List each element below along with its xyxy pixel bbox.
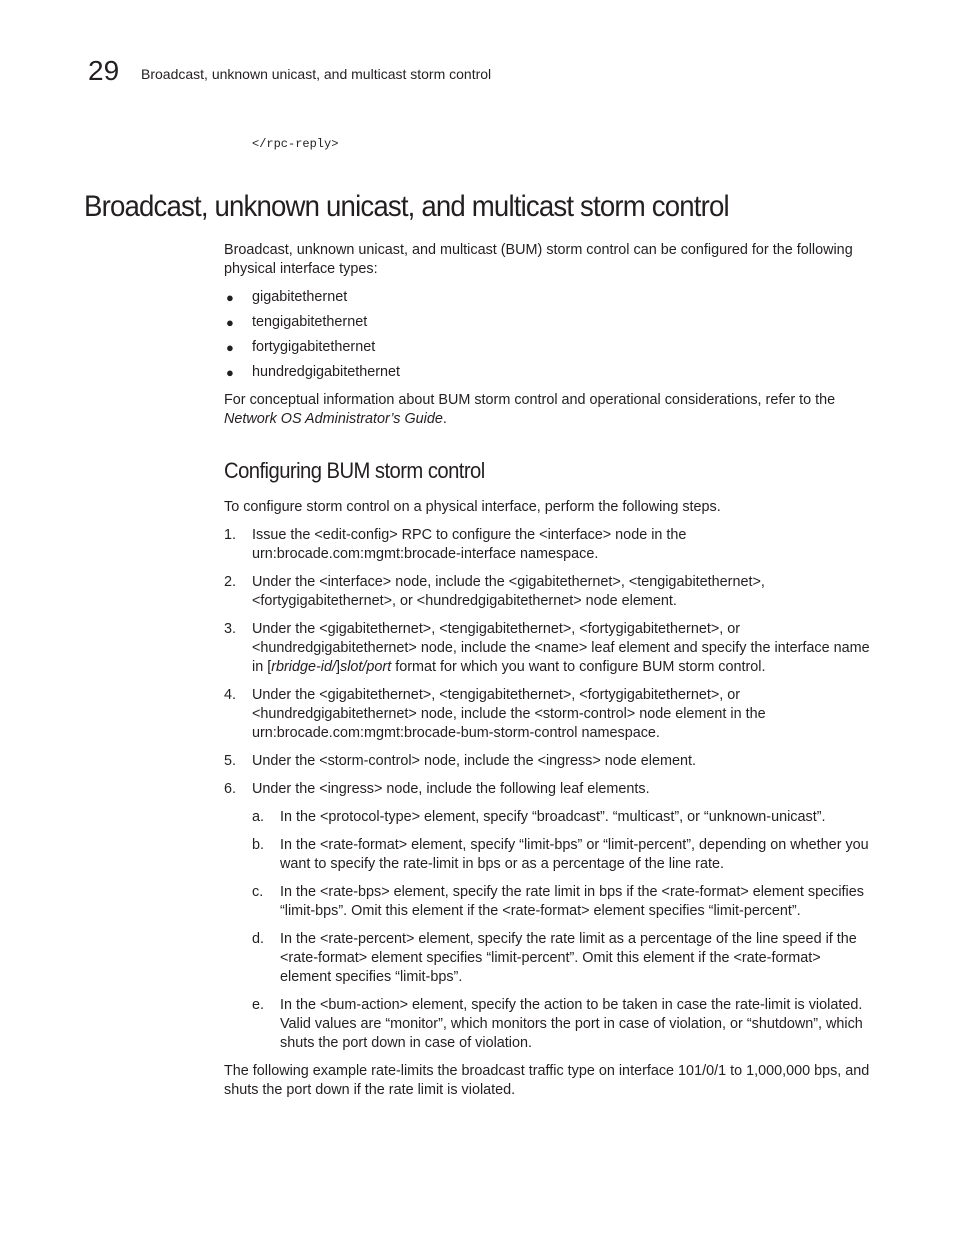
step-text: format for which you want to configure BUM storm control.	[391, 659, 766, 675]
step-number: 1.	[224, 527, 237, 543]
subsection-title: Configuring BUM storm control	[224, 458, 485, 483]
substep-item	[252, 883, 874, 921]
chapter-number: 29	[88, 55, 120, 86]
guide-title: Network OS Administrator’s Guide	[224, 411, 443, 427]
step-item	[224, 752, 874, 771]
step-text: ]	[336, 659, 340, 675]
step-number: 3.	[224, 621, 237, 637]
list-item	[224, 338, 874, 357]
reference-paragraph	[224, 391, 874, 429]
step-text: Under the <gigabitethernet>, <tengigabitethernet>, <fortygigabitethernet>, or <hundredgigabitethernet> node, include the <name> leaf element and specify the interface name in [	[252, 621, 870, 675]
step-text: Under the <gigabitethernet>, <tengigabitethernet>, <fortygigabitethernet>, or <hundredgigabitethernet> node, include the <storm-control> node element in the urn:brocade.com:mgmt:brocade-bum-storm-control namespace.	[252, 687, 766, 741]
subsection-intro: To configure storm control on a physical interface, perform the following steps.	[224, 499, 721, 515]
reference-text: For conceptual information about BUM storm control and operational considerations, refer to the	[224, 392, 836, 408]
step-number: 5.	[224, 753, 237, 769]
substep-item	[252, 930, 874, 987]
step-item	[224, 686, 874, 743]
list-item-text: fortygigabitethernet	[252, 339, 376, 355]
step-text: Under the <storm-control> node, include the <ingress> node element.	[252, 753, 696, 769]
bullet-icon: ●	[226, 340, 234, 355]
substep-letter: a.	[252, 809, 265, 825]
procedure-steps	[224, 526, 874, 1053]
step-italic: rbridge-id/	[271, 659, 336, 675]
substep-text: In the <protocol-type> element, specify “broadcast”. “multicast”, or “unknown-unicast”.	[280, 809, 826, 825]
interface-type-list	[224, 288, 874, 382]
list-item	[224, 288, 874, 307]
list-item-text: tengigabitethernet	[252, 314, 368, 330]
step-italic: slot/port	[340, 659, 392, 675]
step-item	[224, 780, 874, 1053]
substep-item	[252, 808, 874, 827]
list-item-text: hundredgigabitethernet	[252, 364, 401, 380]
section-intro: Broadcast, unknown unicast, and multicast (BUM) storm control can be configured for the following physical interface types:	[224, 242, 853, 277]
substep-text: In the <rate-bps> element, specify the rate limit in bps if the <rate-format> element specifies “limit-bps”. Omit this element if the <rate-format> element specifies “limit-percent”.	[280, 884, 864, 919]
example-intro: The following example rate-limits the broadcast traffic type on interface 101/0/1 to 1,000,000 bps, and shuts the port down if the rate limit is violated.	[224, 1063, 870, 1098]
substep-letter: e.	[252, 997, 265, 1013]
bullet-icon: ●	[226, 365, 234, 380]
step-text: Issue the <edit-config> RPC to configure the <interface> node in the urn:brocade.com:mgmt:brocade-interface namespace.	[252, 527, 687, 562]
step-item	[224, 573, 874, 611]
step-item	[224, 526, 874, 564]
step-number: 6.	[224, 781, 237, 797]
list-item-text: gigabitethernet	[252, 289, 348, 305]
step-text: Under the <ingress> node, include the following leaf elements.	[252, 781, 650, 797]
reference-end: .	[442, 411, 447, 427]
substep-text: In the <rate-format> element, specify “limit-bps” or “limit-percent”, depending on whether you want to specify the rate-limit in bps or as a percentage of the line rate.	[280, 837, 869, 872]
substep-letter: b.	[252, 837, 265, 853]
section-title: Broadcast, unknown unicast, and multicast storm control	[84, 190, 729, 223]
running-title: Broadcast, unknown unicast, and multicast storm control	[141, 66, 492, 82]
list-item	[224, 363, 874, 382]
leaf-element-substeps	[252, 808, 874, 1053]
list-item	[224, 313, 874, 332]
code-fragment: </rpc-reply>	[252, 137, 339, 151]
step-item	[224, 620, 874, 677]
section-body	[224, 241, 874, 1109]
step-text: Under the <interface> node, include the <gigabitethernet>, <tengigabitethernet>, <fortygigabitethernet>, or <hundredgigabitethernet> node element.	[252, 574, 765, 609]
substep-text: In the <rate-percent> element, specify the rate limit as a percentage of the line speed if the <rate-format> element specifies “limit-percent”. Omit this element if the <rate-format> element specifies “limit-bps”.	[280, 931, 857, 985]
bullet-icon: ●	[226, 290, 234, 305]
substep-item	[252, 836, 874, 874]
step-number: 2.	[224, 574, 237, 590]
substep-text: In the <bum-action> element, specify the action to be taken in case the rate-limit is violated. Valid values are “monitor”, which monitors the port in case of violation, or “shutdown”, which shuts the port down in case of violation.	[280, 997, 863, 1051]
step-number: 4.	[224, 687, 237, 703]
substep-letter: d.	[252, 931, 265, 947]
substep-item	[252, 996, 874, 1053]
substep-letter: c.	[252, 884, 264, 900]
bullet-icon: ●	[226, 315, 234, 330]
